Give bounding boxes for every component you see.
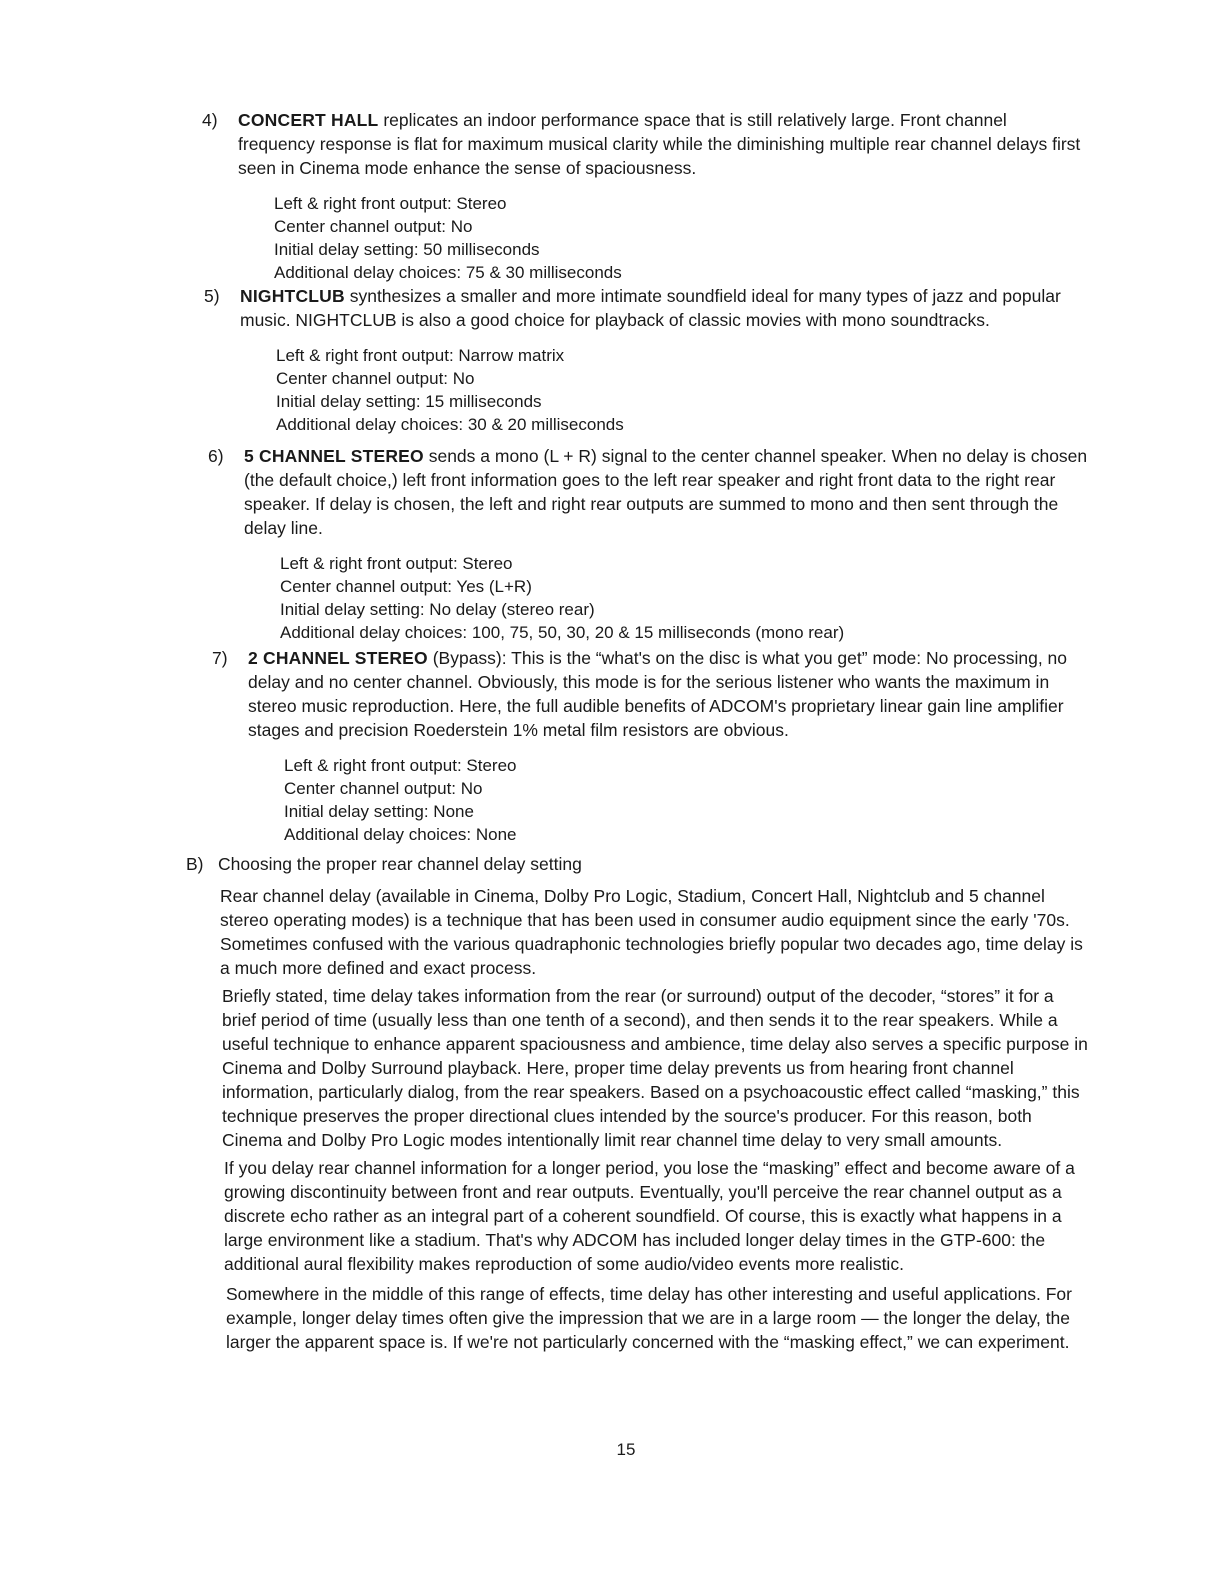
body-paragraph: If you delay rear channel information for a longer period, you lose the “masking” effect and become aware of a growing discontinuity between front and rear outputs. Eventually, you'll perceive the rear channel output as a discrete echo rather as an integral part of a coherent soundfield. Of course, this is exactly what happens in a large environment like a stadium. That's why ADCOM has included longer delay times in the GTP-600: the additional aural flexibility makes reproduction of some audio/video events more realistic. <box>224 1158 1075 1274</box>
item-body <box>240 284 1084 332</box>
spec-line: Center channel output: No <box>284 779 483 798</box>
spec-line: Additional delay choices: 30 & 20 milliseconds <box>276 415 624 434</box>
item-number: 6) <box>208 446 224 466</box>
mode-item-nightclub <box>204 284 1084 436</box>
spec-line: Additional delay choices: 75 & 30 milliseconds <box>274 263 622 282</box>
body-paragraph: Somewhere in the middle of this range of effects, time delay has other interesting and useful applications. For example, longer delay times often give the impression that we are in a large room — the longer the delay, the larger the apparent space is. If we're not particularly concerned with the “masking effect,” we can experiment. <box>226 1284 1072 1352</box>
spec-line: Initial delay setting: 15 milliseconds <box>276 392 542 411</box>
item-number: 5) <box>204 286 220 306</box>
mode-item-2-channel-stereo <box>212 646 1092 846</box>
item-number: 7) <box>212 648 228 668</box>
spec-line: Additional delay choices: 100, 75, 50, 30, 20 & 15 milliseconds (mono rear) <box>280 623 845 642</box>
spec-line: Center channel output: No <box>276 369 475 388</box>
item-specs <box>274 192 1082 284</box>
spec-line: Initial delay setting: 50 milliseconds <box>274 240 540 259</box>
spec-line: Left & right front output: Stereo <box>280 554 513 573</box>
item-heading: 5 CHANNEL STEREO <box>244 446 424 466</box>
spec-line: Additional delay choices: None <box>284 825 517 844</box>
body-paragraph: Rear channel delay (available in Cinema, Dolby Pro Logic, Stadium, Concert Hall, Nightclub and 5 channel stereo operating modes) is a technique that has been used in consumer audio equipment since the early '70s. Sometimes confused with the various quadraphonic technologies briefly popular two decades ago, time delay is a much more defined and exact process. <box>220 886 1083 978</box>
item-text: replicates an indoor performance space that is still relatively large. Front channel frequency response is flat for maximum musical clarity while the diminishing multiple rear channel delays first seen in Cinema mode enhance the sense of spaciousness. <box>238 110 1081 178</box>
spec-line: Initial delay setting: No delay (stereo rear) <box>280 600 595 619</box>
item-specs <box>280 552 1088 644</box>
item-text: synthesizes a smaller and more intimate soundfield ideal for many types of jazz and popular music. NIGHTCLUB is also a good choice for playback of classic movies with mono soundtracks. <box>240 286 1061 330</box>
item-specs <box>276 344 1084 436</box>
body-paragraph: Briefly stated, time delay takes information from the rear (or surround) output of the decoder, “stores” it for a brief period of time (usually less than one tenth of a second), and then sends it to the rear speakers. While a useful technique to enhance apparent spaciousness and ambience, time delay also serves a specific purpose in Cinema and Dolby Surround playback. Here, proper time delay prevents us from hearing front channel information, particularly dialog, from the rear speakers. Based on a psychoacoustic effect called “masking,” this technique preserves the proper directional clues intended by the source's producer. For this reason, both Cinema and Dolby Pro Logic modes intentionally limit rear channel time delay to very small amounts. <box>222 986 1088 1150</box>
spec-line: Center channel output: Yes (L+R) <box>280 577 532 596</box>
spec-line: Initial delay setting: None <box>284 802 474 821</box>
section-title: Choosing the proper rear channel delay setting <box>218 854 582 874</box>
item-text: (Bypass): This is the “what's on the disc is what you get” mode: No processing, no delay and no center channel. Obviously, this mode is for the serious listener who wants the maximum in stereo music reproduction. Here, the full audible benefits of ADCOM's proprietary linear gain line amplifier stages and precision Roederstein 1% metal film resistors are obvious. <box>248 648 1068 740</box>
section-letter: B) <box>186 854 204 874</box>
page-number: 15 <box>616 1440 636 1459</box>
spec-line: Left & right front output: Stereo <box>284 756 517 775</box>
item-number: 4) <box>202 110 218 130</box>
spec-line: Left & right front output: Narrow matrix <box>276 346 565 365</box>
spec-line: Center channel output: No <box>274 217 473 236</box>
item-heading: CONCERT HALL <box>238 110 379 130</box>
mode-item-concert-hall <box>202 108 1082 284</box>
item-heading: 2 CHANNEL STEREO <box>248 648 428 668</box>
item-heading: NIGHTCLUB <box>240 286 345 306</box>
spec-line: Left & right front output: Stereo <box>274 194 507 213</box>
item-body <box>244 444 1088 540</box>
item-body <box>248 646 1092 742</box>
section-b-heading <box>186 852 1086 876</box>
item-text: sends a mono (L + R) signal to the center channel speaker. When no delay is chosen (the default choice,) left front information goes to the left rear speaker and right front data to the right rear speaker. If delay is chosen, the left and right rear outputs are summed to mono and then sent through the delay line. <box>244 446 1088 538</box>
mode-item-5-channel-stereo <box>208 444 1088 644</box>
item-specs <box>284 754 1092 846</box>
item-body <box>238 108 1082 180</box>
